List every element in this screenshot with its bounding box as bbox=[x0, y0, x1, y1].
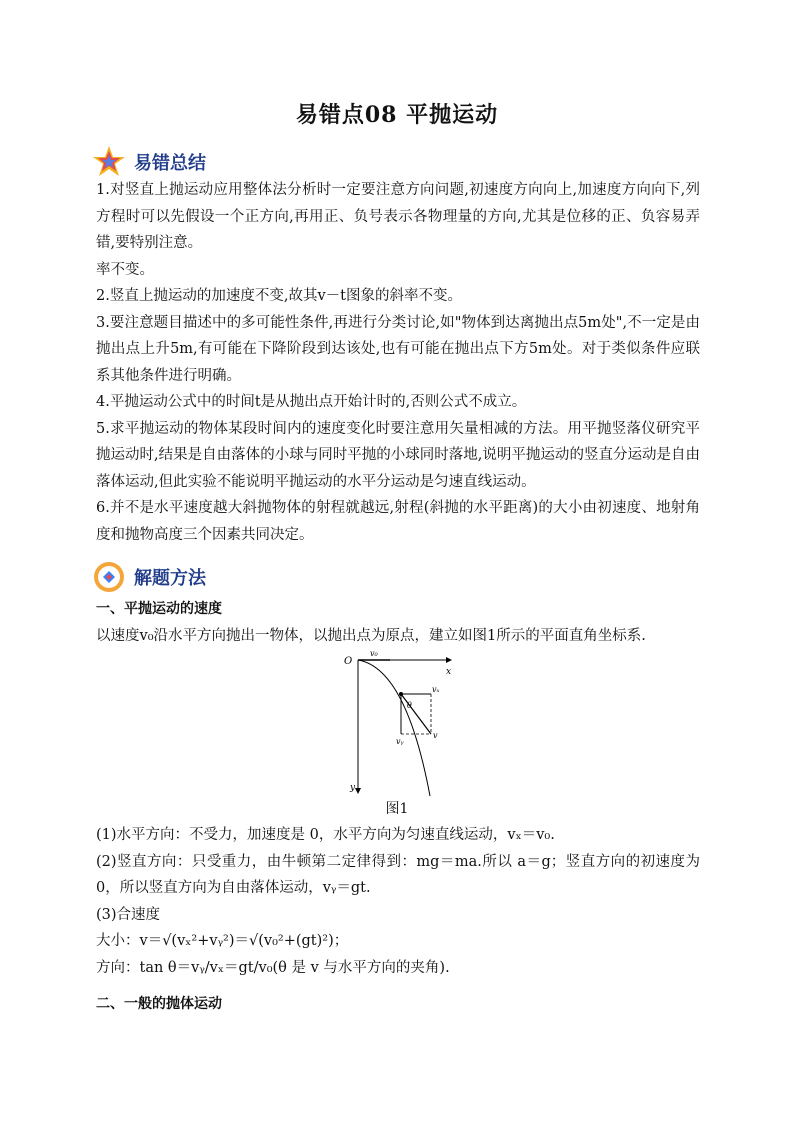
object-point bbox=[399, 692, 403, 696]
page-title: 易错点08 平抛运动 bbox=[295, 102, 499, 128]
method-heading-label: 解题方法 bbox=[134, 568, 206, 589]
summary-item: 4.平抛运动公式中的时间t是从抛出点开始计时的,否则公式不成立。 bbox=[96, 394, 527, 410]
star-icon bbox=[92, 145, 126, 179]
summary-item: 3.要注意题目描述中的多可能性条件,再进行分类讨论,如"物体到达离抛出点5m处",不一定是由抛出点上升5m,有可能在下降阶段到达该处,也有可能在抛出点下方5m处。对于类似条件应联系其他条件进行明确。 bbox=[96, 314, 700, 384]
y-label: y bbox=[350, 783, 356, 793]
summary-item: 2.竖直上抛运动的加速度不变,故其v－t图象的斜率不变。 bbox=[96, 288, 462, 304]
direction-label: 方向： bbox=[96, 959, 140, 976]
v-vector bbox=[401, 694, 431, 734]
summary-item: 6.并不是水平速度越大斜抛物体的射程就越远,射程(斜抛的水平距离)的大小由初速度、地射角度和抛物高度三个因素共同决定。 bbox=[96, 500, 700, 543]
subsection-title-2: 二、一般的抛体运动 bbox=[96, 996, 222, 1012]
method-intro bbox=[96, 596, 700, 649]
summary-body bbox=[96, 177, 700, 548]
badge-icon bbox=[92, 560, 126, 594]
summary-item: 5.求平抛运动的物体某段时间内的速度变化时要注意用矢量相减的方法。用平抛竖落仪研究平抛运动时,结果是自由落体的小球与同时平抛的小球同时落地,说明平抛运动的竖直分运动是自由落体运动,但此实验不能说明平抛运动的水平分运动是匀速直线运动。 bbox=[96, 420, 700, 490]
summary-item: 率不变。 bbox=[96, 261, 154, 278]
origin-label: O bbox=[344, 656, 353, 667]
summary-heading bbox=[92, 145, 206, 179]
direction-line bbox=[96, 955, 700, 982]
subsection-title: 一、平抛运动的速度 bbox=[96, 601, 222, 617]
summary-item: 1.对竖直上抛运动应用整体法分析时一定要注意方向问题,初速度方向向上,加速度方向向下,列方程时可以先假设一个正方向,再用正、负号表示各物理量的方向,尤其是位移的正、负容易弄错,要特别注意。 bbox=[96, 182, 700, 251]
vy-label: vᵧ bbox=[396, 737, 404, 746]
x-label: x bbox=[446, 667, 452, 677]
projectile-figure bbox=[336, 648, 456, 798]
vertical-text: (2)竖直方向：只受重力，由牛顿第二定律得到：mg＝ma.所以 a＝g；竖直方向的初速度为 0，所以竖直方向为自由落体运动，vᵧ＝gt. bbox=[96, 853, 700, 896]
vx-label: vₓ bbox=[432, 685, 440, 694]
v0-label: v₀ bbox=[370, 649, 378, 658]
trajectory-curve bbox=[358, 660, 430, 796]
magnitude-line bbox=[96, 928, 700, 955]
y-axis-arrow bbox=[355, 788, 361, 794]
direction-formula: tan θ＝vᵧ/vₓ＝gt/v₀(θ 是 v 与水平方向的夹角). bbox=[139, 959, 450, 976]
horizontal-text: (1)水平方向：不受力，加速度是 0，水平方向为匀速直线运动，vₓ＝v₀. bbox=[96, 827, 555, 843]
magnitude-label: 大小： bbox=[96, 933, 140, 949]
combined-title: (3)合速度 bbox=[96, 906, 161, 923]
magnitude-formula: v＝√(vₓ²+vᵧ²)＝√(v₀²+(gt)²)； bbox=[139, 933, 349, 949]
intro-text: 以速度v₀沿水平方向抛出一物体，以抛出点为原点，建立如图1所示的平面直角坐标系. bbox=[96, 627, 646, 644]
method-heading bbox=[92, 560, 206, 594]
figure-caption: 图1 bbox=[385, 801, 409, 817]
theta-label: θ bbox=[407, 701, 412, 710]
method-body bbox=[96, 822, 700, 1018]
v-label: v bbox=[433, 731, 438, 740]
x-axis-arrow bbox=[446, 657, 452, 663]
summary-heading-label: 易错总结 bbox=[134, 153, 206, 174]
